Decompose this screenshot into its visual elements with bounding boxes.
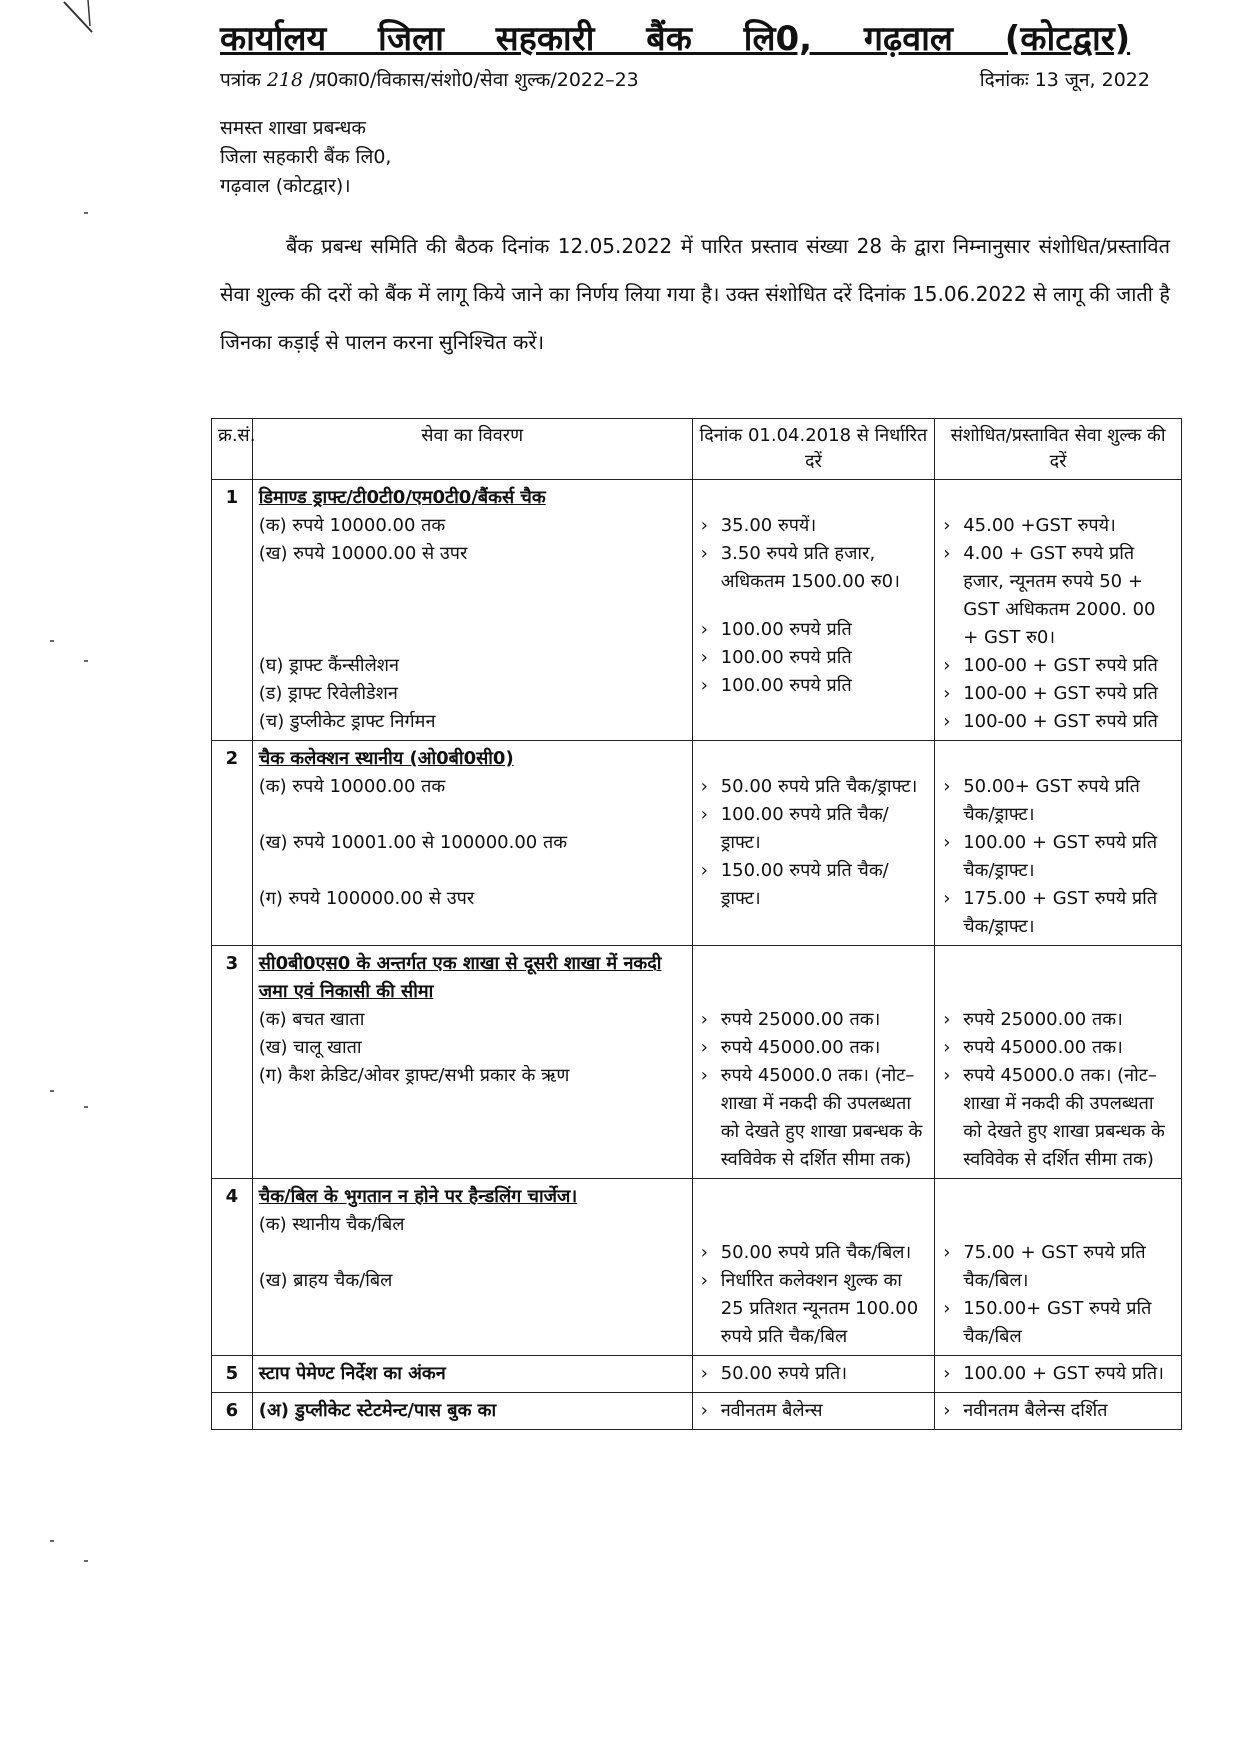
scan-speck: [50, 640, 54, 642]
rate-item: › रुपये 45000.00 तक।: [941, 1034, 1175, 1062]
address-line: गढ़वाल (कोटद्वार)।: [220, 175, 351, 197]
table-row: [212, 1356, 1182, 1393]
office-title: कार्यालय जिला सहकारी बैंक लि0, गढ़वाल (कोटद्वार): [220, 19, 1131, 59]
row-sub-item: (क) बचत खाता: [258, 1009, 365, 1030]
row-new-rate: [935, 741, 1182, 946]
row-description: [252, 1179, 692, 1356]
rate-item: › 100-00 + GST रुपये प्रति: [941, 680, 1175, 708]
row-serial: 3: [212, 946, 253, 1179]
rate-item: › 100-00 + GST रुपये प्रति: [941, 708, 1175, 736]
header-serial: क्र.सं.: [212, 419, 253, 480]
row-description: [252, 946, 692, 1179]
table-row: [212, 1179, 1182, 1356]
row-new-rate: [935, 1393, 1182, 1430]
service-charge-table: [211, 418, 1182, 1430]
row-serial: 1: [212, 480, 253, 741]
row-title: डिमाण्ड ड्राफ्ट/टी0टी0/एम0टी0/बैंकर्स चैक: [258, 487, 546, 508]
row-title: चैक/बिल के भुगतान न होने पर हैन्डलिंग चार्जेज।: [258, 1186, 578, 1207]
row-old-rate: [692, 1179, 935, 1356]
row-title: चैक कलेक्शन स्थानीय (ओ0बी0सी0): [258, 748, 514, 769]
row-new-rate: [935, 480, 1182, 741]
rate-item: › 100.00 रुपये प्रति: [699, 644, 929, 672]
row-serial: 2: [212, 741, 253, 946]
table-header-row: [212, 419, 1182, 480]
row-title: स्टाप पेमेण्ट निर्देश का अंकन: [258, 1363, 446, 1384]
rate-item: › रुपये 25000.00 तक।: [699, 1006, 929, 1034]
rate-item: › 50.00 रुपये प्रति चैक/बिल।: [699, 1239, 929, 1267]
row-sub-item: (च) डुप्लीकेट ड्राफ्ट निर्गमन: [258, 711, 436, 732]
scan-speck: [84, 1106, 88, 1108]
rate-item: › 50.00+ GST रुपये प्रति चैक/ड्राफ्ट।: [941, 773, 1175, 829]
rate-item: › नवीनतम बैलेन्स: [699, 1397, 929, 1425]
row-title: सी0बी0एस0 के अन्तर्गत एक शाखा से दूसरी शाखा में नकदी जमा एवं निकासी की सीमा: [258, 953, 662, 1002]
scan-speck: [84, 660, 88, 662]
row-old-rate: [692, 741, 935, 946]
scan-speck: [50, 1540, 54, 1542]
rate-item: › रुपये 45000.0 तक। (नोट– शाखा में नकदी की उपलब्धता को देखते हुए शाखा प्रबन्धक के स्वविवेक से दर्शित सीमा तक): [699, 1062, 929, 1174]
row-sub-item: (ख) ब्राहय चैक/बिल: [258, 1270, 393, 1291]
rate-item: › 150.00 रुपये प्रति चैक/ड्राफ्ट।: [699, 857, 929, 913]
rate-item: › 35.00 रुपयें।: [699, 512, 929, 540]
scan-speck: [50, 1090, 54, 1092]
row-new-rate: [935, 1179, 1182, 1356]
ref-prefix: पत्रांक: [220, 69, 261, 91]
row-description: [252, 480, 692, 741]
row-description: [252, 741, 692, 946]
row-sub-item: (ड) ड्राफ्ट रिवेलीडेशन: [258, 683, 398, 704]
rate-item: › नवीनतम बैलेन्स दर्शित: [941, 1397, 1175, 1425]
row-sub-item: (क) स्थानीय चैक/बिल: [258, 1214, 405, 1235]
rate-item: › 50.00 रुपये प्रति।: [699, 1360, 929, 1388]
row-sub-item: (ग) कैश क्रेडिट/ओवर ड्राफ्ट/सभी प्रकार के ऋण: [258, 1065, 570, 1086]
address-line: समस्त शाखा प्रबन्धक: [220, 117, 367, 139]
scan-speck: [84, 1560, 88, 1562]
row-title: (अ) डुप्लीकेट स्टेटमेन्ट/पास बुक का: [258, 1400, 497, 1421]
rate-item: › 4.00 + GST रुपये प्रति हजार, न्यूनतम रुपये 50 + GST अधिकतम 2000. 00 + GST रु0।: [941, 540, 1175, 652]
rate-item: › 100-00 + GST रुपये प्रति: [941, 652, 1175, 680]
row-old-rate: [692, 1356, 935, 1393]
body-paragraph: बैंक प्रबन्ध समिति की बैठक दिनांक 12.05.2022 में पारित प्रस्ताव संख्या 28 के द्वारा निम्नानुसार संशोधित/प्रस्तावित सेवा शुल्क की दरों को बैंक में लागू किये जाने का निर्णय लिया गया है। उक्त संशोधित दरें दिनांक 15.06.2022 से लागू की जाती है जिनका कड़ाई से पालन करना सुनिश्चित करें।: [220, 234, 1170, 354]
row-old-rate: [692, 480, 935, 741]
row-old-rate: [692, 1393, 935, 1430]
header-new-rates: संशोधित/प्रस्तावित सेवा शुल्क की दरें: [935, 419, 1182, 480]
rate-item: › रुपये 25000.00 तक।: [941, 1006, 1175, 1034]
table-row: [212, 1393, 1182, 1430]
table-row: [212, 741, 1182, 946]
row-sub-item: (ग) रुपये 100000.00 से उपर: [258, 888, 475, 909]
row-serial: 5: [212, 1356, 253, 1393]
header-description: सेवा का विवरण: [252, 419, 692, 480]
rate-item: › 100.00 + GST रुपये प्रति चैक/ड्राफ्ट।: [941, 829, 1175, 885]
row-description: [252, 1356, 692, 1393]
ref-number-handwritten: 218: [266, 69, 304, 91]
rate-item: › 3.50 रुपये प्रति हजार, अधिकतम 1500.00 रु0।: [699, 540, 929, 596]
rate-item: › रुपये 45000.0 तक। (नोट– शाखा में नकदी की उपलब्धता को देखते हुए शाखा प्रबन्धक के स्वविवेक से दर्शित सीमा तक): [941, 1062, 1175, 1174]
header-old-rates: दिनांक 01.04.2018 से निर्धारित दरें: [692, 419, 935, 480]
row-description: [252, 1393, 692, 1430]
rate-item: › 150.00+ GST रुपये प्रति चैक/बिल: [941, 1295, 1175, 1351]
reference-line: [220, 66, 1150, 92]
letter-date: दिनांकः 13 जून, 2022: [979, 69, 1150, 91]
row-old-rate: [692, 946, 935, 1179]
row-sub-item: (क) रुपये 10000.00 तक: [258, 776, 446, 797]
ref-path: /प्र0का0/विकास/संशो0/सेवा शुल्क/2022–23: [309, 69, 639, 91]
rate-item: › 100.00 + GST रुपये प्रति।: [941, 1360, 1175, 1388]
rate-item: › 50.00 रुपये प्रति चैक/ड्राफ्ट।: [699, 773, 929, 801]
table-row: [212, 946, 1182, 1179]
rate-item: › 100.00 रुपये प्रति: [699, 616, 929, 644]
row-new-rate: [935, 946, 1182, 1179]
rate-item: › 75.00 + GST रुपये प्रति चैक/बिल।: [941, 1239, 1175, 1295]
row-new-rate: [935, 1356, 1182, 1393]
rate-item: › रुपये 45000.00 तक।: [699, 1034, 929, 1062]
scan-speck: [84, 212, 88, 214]
row-sub-item: (ख) चालू खाता: [258, 1037, 362, 1058]
table-row: [212, 480, 1182, 741]
rate-item: › 100.00 रुपये प्रति चैक/ड्राफ्ट।: [699, 801, 929, 857]
row-sub-item: (ख) रुपये 10000.00 से उपर: [258, 543, 468, 564]
row-sub-item: (घ) ड्राफ्ट कैंन्सीलेशन: [258, 655, 400, 676]
row-sub-item: (ख) रुपये 10001.00 से 100000.00 तक: [258, 832, 568, 853]
recipient-address: [220, 114, 391, 201]
row-serial: 6: [212, 1393, 253, 1430]
address-line: जिला सहकारी बैंक लि0,: [220, 146, 392, 168]
scan-artifact-mark: [60, 0, 100, 40]
row-serial: 4: [212, 1179, 253, 1356]
rate-item: › 45.00 +GST रुपये।: [941, 512, 1175, 540]
rate-item: › 175.00 + GST रुपये प्रति चैक/ड्राफ्ट।: [941, 885, 1175, 941]
rate-item: › निर्धारित कलेक्शन शुल्क का 25 प्रतिशत न्यूनतम 100.00 रुपये प्रति चैक/बिल: [699, 1267, 929, 1351]
row-sub-item: (क) रुपये 10000.00 तक: [258, 515, 446, 536]
rate-item: › 100.00 रुपये प्रति: [699, 672, 929, 700]
